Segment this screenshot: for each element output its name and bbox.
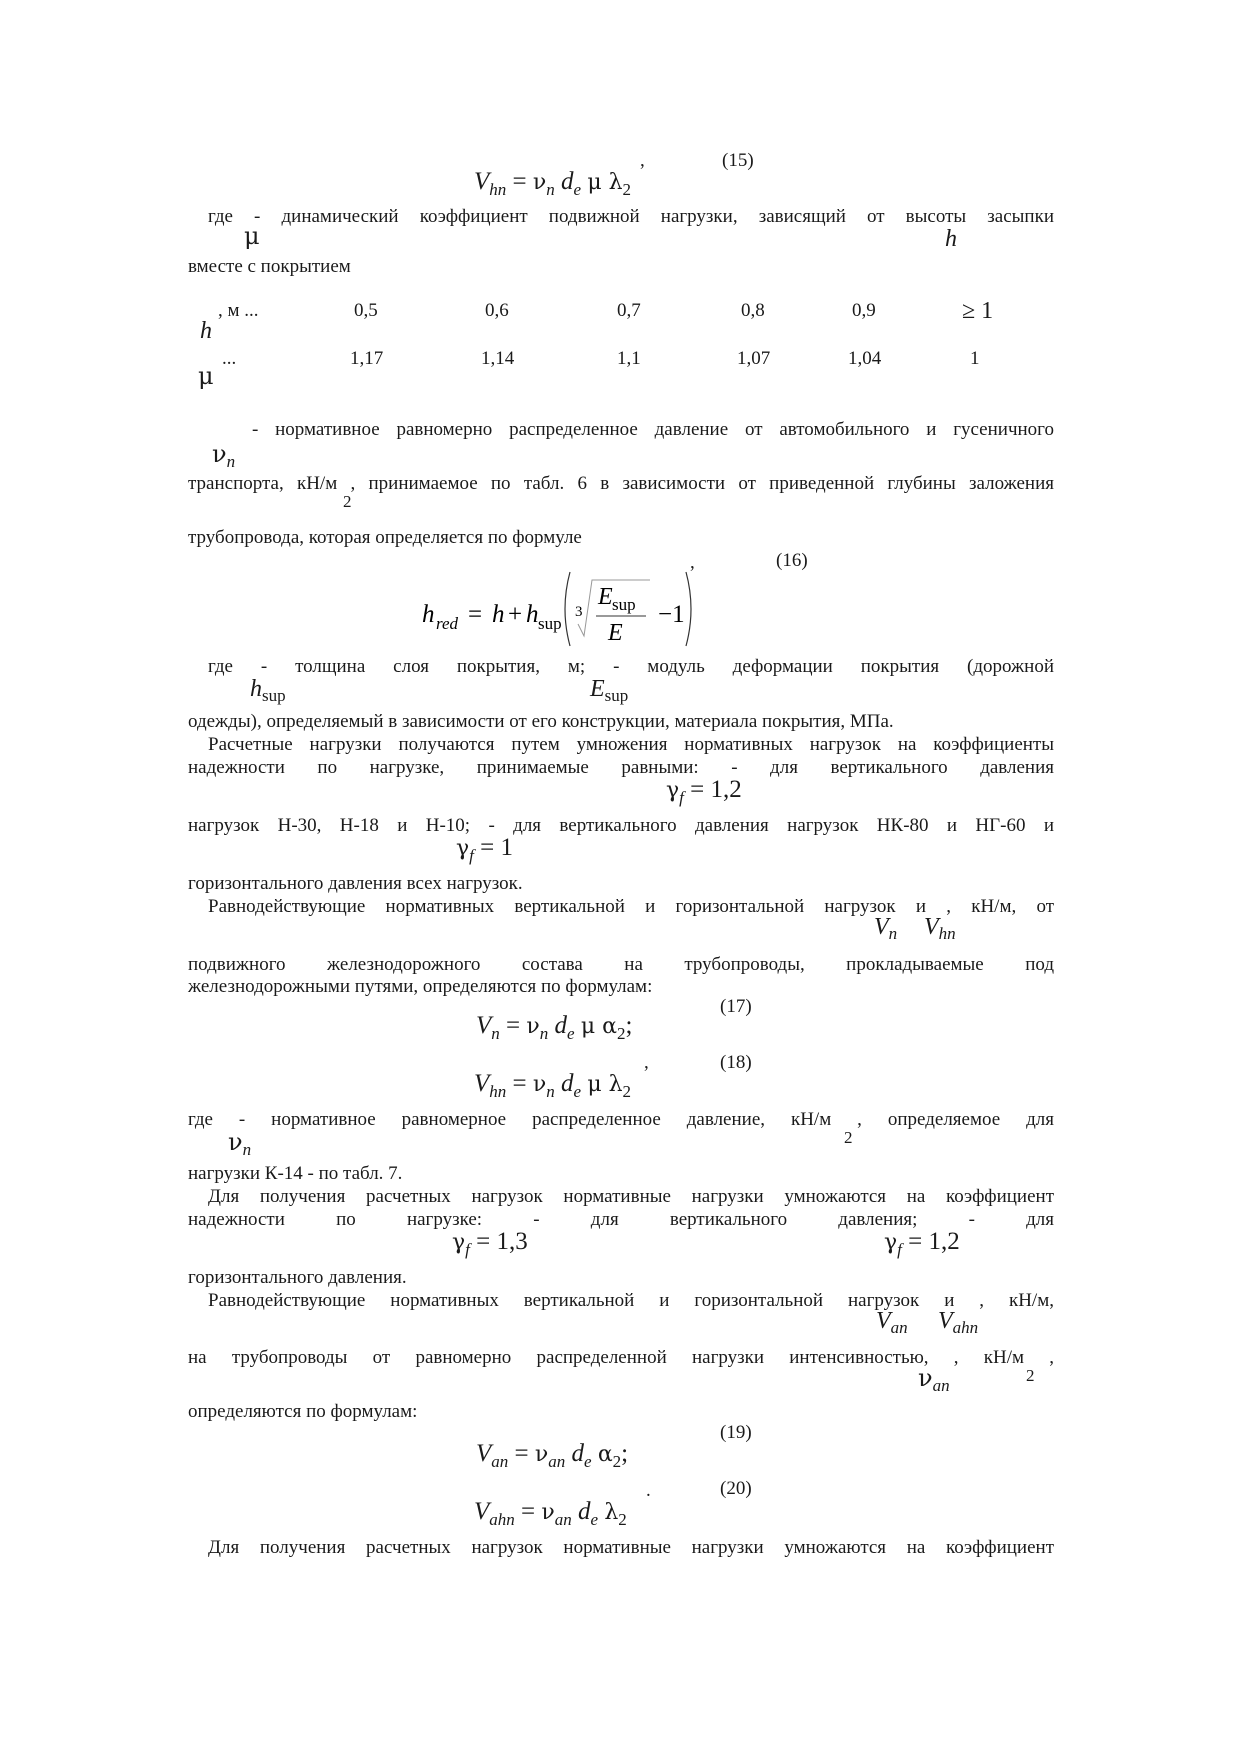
equation-number-15: (15) [722,150,754,171]
equation-number-18: (18) [720,1052,752,1073]
table-mu-value: 1 [970,348,980,369]
formula-18: $V_{hn} = \nu_n$ $d_e$ μ $\lambda_2$ [474,1070,632,1101]
svg-text:h: h [492,601,505,628]
paragraph-mu-definition: где - динамический коэффициент подвижной нагрузки, зависящий от высоты засыпки [208,206,1054,227]
formula-20-dot: . [646,1480,651,1501]
svg-text:sup: sup [538,614,562,633]
table-h-value: 0,9 [852,300,876,321]
v-hn-symbol: $V_{hn}$ [924,914,956,943]
h-symbol: h [945,226,957,252]
formula-gamma-f-1-2: $\gamma_f = 1,2$ [666,776,742,807]
formula-15: $V_{hn} = \nu_n$ $d_e$ μ $\lambda_2$ [474,168,632,199]
paragraph-mu-definition-line2: вместе с покрытием [188,256,351,277]
formula-17: $V_n = \nu_n$ $d_e$ μ $\alpha_2$; [476,1012,633,1043]
svg-text:h: h [422,601,435,628]
paragraph-railway-loads-line2: подвижного железнодорожного состава на трубопроводы, прокладываемые под [188,954,1054,975]
equation-number-20: (20) [720,1478,752,1499]
paragraph-nu-definition-line2: транспорта, кН/м , принимаемое по табл. 6 в зависимости от приведенной глубины заложения [188,473,1054,494]
formula-15-comma: , [640,150,645,171]
formula-16-comma: , [690,552,695,573]
equation-number-19: (19) [720,1422,752,1443]
paragraph-k14: где - нормативное равномерное распределенное давление, кН/м , определяемое для [188,1109,1054,1130]
h-sup-symbol: $h_{sup}$ [250,676,286,705]
paragraph-calculated-loads-line2: надежности по нагрузке, принимаемые равными: - для вертикального давления [188,757,1054,778]
table-h-value: 0,7 [617,300,641,321]
paragraph-reliability: Для получения расчетных нагрузок нормативные нагрузки умножаются на коэффициент [208,1186,1054,1207]
table-h-value: 0,8 [741,300,765,321]
svg-text:h: h [526,601,539,628]
table-h-value: 0,5 [354,300,378,321]
formula-18-comma: , [644,1052,649,1073]
formula-20: $V_{ahn} = \nu_{an}$ $d_e$ $\lambda_2$ [474,1498,627,1529]
paragraph-calculated-loads-line3: нагрузок Н-30, Н-18 и Н-10; - для вертикального давления нагрузок НК-80 и НГ-60 и [188,815,1054,836]
svg-text:red: red [436,614,459,633]
svg-text:=: = [468,601,483,628]
table-mu-value: 1,04 [848,348,882,369]
mu-symbol: μ [244,222,260,250]
paragraph-k14-line2: нагрузки К-14 - по табл. 7. [188,1163,403,1184]
svg-text:+: + [508,601,523,628]
table-h-symbol: h [200,318,212,344]
paragraph-reliability-line2: надежности по нагрузке: - для вертикального давления; - для [188,1209,1054,1230]
equation-number-17: (17) [720,996,752,1017]
paragraph-reliability-line3: горизонтального давления. [188,1267,407,1288]
paragraph-railway-loads: Равнодействующие нормативных вертикальной и горизонтальной нагрузок и , кН/м, от [208,896,1054,917]
paragraph-nu-definition: - нормативное равномерно распределенное давление от автомобильного и гусеничного [252,419,1054,440]
table-h-value: 0,6 [485,300,509,321]
svg-text:−1: −1 [658,601,685,628]
table-mu-label: ... [222,348,237,369]
equation-number-16: (16) [776,550,808,571]
svg-text:3: 3 [575,604,583,620]
formula-gamma-f-1: $\gamma_f = 1$ [456,834,513,865]
table-h-value-ge1: ≥ 1 [962,298,994,324]
svg-text:E: E [608,620,623,646]
nu-n-symbol: $\nu_n$ [212,440,236,471]
paragraph-nu-definition-line3: трубопровода, которая определяется по формуле [188,527,582,548]
paragraph-uniform-load-line2: на трубопроводы от равномерно распределенной нагрузки интенсивностью, , кН/м , [188,1347,1054,1368]
formula-19: $V_{an} = \nu_{an}$ $d_e$ $\alpha_2$; [476,1440,629,1471]
formula-16 [420,564,700,654]
table-mu-value: 1,07 [737,348,771,369]
km2-exponent-2: 2 [844,1128,853,1147]
table-h-label: , м ... [218,300,259,321]
formula-gamma-f-1-2-b: $\gamma_f = 1,2$ [884,1228,960,1259]
nu-n-symbol-2: $\nu_n$ [228,1128,252,1159]
paragraph-hsup-definition: где - толщина слоя покрытия, м; - модуль деформации покрытия (дорожной [208,656,1054,677]
paragraph-railway-loads-line3: железнодорожными путями, определяются по формулам: [188,976,653,997]
v-n-symbol: $V_n$ [874,914,898,943]
svg-text:sup: sup [612,595,636,614]
paragraph-final: Для получения расчетных нагрузок нормативные нагрузки умножаются на коэффициент [208,1537,1054,1558]
e-sup-symbol: $E_{sup}$ [590,676,629,705]
formula-gamma-f-1-3: $\gamma_f = 1,3$ [452,1228,528,1259]
paragraph-uniform-load: Равнодействующие нормативных вертикальной и горизонтальной нагрузок и , кН/м, [208,1290,1054,1311]
table-mu-value: 1,14 [481,348,515,369]
table-mu-value: 1,17 [350,348,384,369]
km2-exponent: 2 [343,492,352,511]
v-ahn-symbol: $V_{ahn}$ [938,1308,979,1337]
paragraph-calculated-loads: Расчетные нагрузки получаются путем умножения нормативных нагрузок на коэффициенты [208,734,1054,755]
paragraph-calculated-loads-line4: горизонтального давления всех нагрузок. [188,873,523,894]
v-an-symbol: $V_{an}$ [876,1308,908,1337]
nu-an-symbol: $\nu_{an}$ [918,1364,950,1395]
table-mu-value: 1,1 [617,348,641,369]
svg-text:E: E [598,584,613,610]
paragraph-hsup-definition-line2: одежды), определяемый в зависимости от его конструкции, материала покрытия, МПа. [188,711,894,732]
formula-16-graphic [420,564,700,654]
table-mu-symbol: μ [198,362,214,390]
km2-exponent-3: 2 [1026,1366,1035,1385]
paragraph-uniform-load-line3: определяются по формулам: [188,1401,418,1422]
